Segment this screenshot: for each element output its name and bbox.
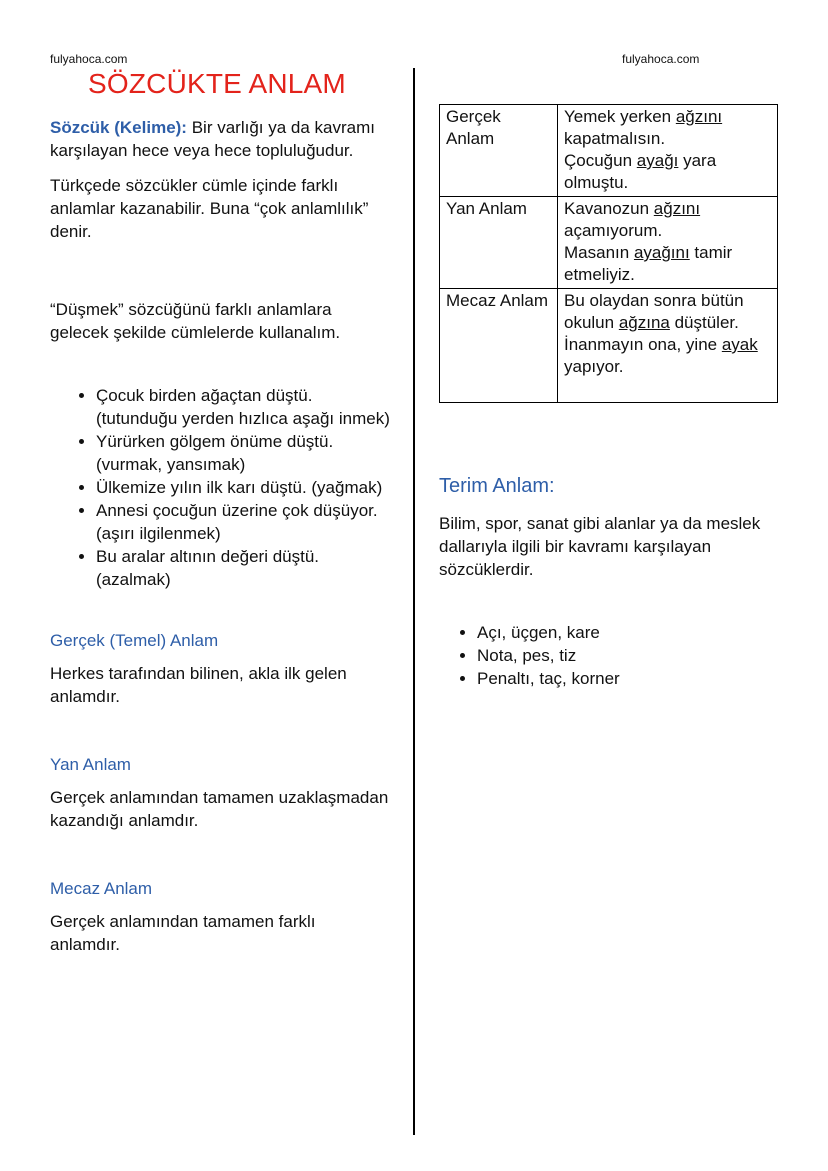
heading-yan: Yan Anlam bbox=[50, 755, 131, 774]
table-cell-examples: Yemek yerken ağzını kapatmalısın. Çocuğun ayağı yara olmuştu. bbox=[558, 105, 778, 197]
table-cell-examples: Kavanozun ağzını açamıyorum. Masanın ayağını tamir etmeliyiz. bbox=[558, 197, 778, 289]
list-item: • Bu aralar altının değeri düştü. (azalmak) bbox=[96, 545, 390, 591]
heading-terim: Terim Anlam: bbox=[439, 475, 555, 497]
definition-term: Sözcük (Kelime): bbox=[50, 118, 187, 137]
text-gercek: Herkes tarafından bilinen, akla ilk gelen anlamdır. bbox=[50, 664, 347, 706]
table-row bbox=[440, 105, 778, 197]
definition-paragraph bbox=[50, 116, 390, 162]
definition-text: Bir varlığı ya da kavramı karşılayan hece veya hece topluluğudur. bbox=[50, 118, 375, 160]
page-title: SÖZCÜKTE ANLAM bbox=[88, 68, 346, 99]
list-item: • Penaltı, taç, korner bbox=[477, 667, 784, 690]
list-item: • Yürürken gölgem önüme düştü. (vurmak, yansımak) bbox=[96, 430, 390, 476]
table-cell-label: Yan Anlam bbox=[440, 197, 558, 289]
heading-gercek: Gerçek (Temel) Anlam bbox=[50, 631, 219, 650]
text-mecaz: Gerçek anlamından tamamen farklı anlamdır. bbox=[50, 912, 316, 954]
terim-list bbox=[439, 621, 784, 690]
intro-paragraph: Türkçede sözcükler cümle içinde farklı anlamlar kazanabilir. Buna “çok anlamlılık” denir. bbox=[50, 176, 369, 241]
site-name-right: fulyahoca.com bbox=[622, 52, 700, 66]
list-item: • Çocuk birden ağaçtan düştü. (tutunduğu yerden hızlıca aşağı inmek) bbox=[96, 384, 390, 430]
table-cell-examples: Bu olaydan sonra bütün okulun ağzına düştüler. İnanmayın ona, yine ayak yapıyor. bbox=[558, 289, 778, 403]
meanings-table bbox=[439, 104, 778, 403]
examples-list bbox=[50, 384, 390, 591]
text-terim: Bilim, spor, sanat gibi alanlar ya da meslek dallarıyla ilgili bir kavramı karşılayan sözcüklerdir. bbox=[439, 514, 761, 579]
right-column bbox=[439, 104, 784, 690]
list-item: • Ülkemize yılın ilk karı düştü. (yağmak) bbox=[96, 476, 390, 499]
site-name-left: fulyahoca.com bbox=[50, 52, 128, 66]
text-yan: Gerçek anlamından tamamen uzaklaşmadan kazandığı anlamdır. bbox=[50, 788, 389, 830]
table-row bbox=[440, 197, 778, 289]
list-item: • Nota, pes, tiz bbox=[477, 644, 784, 667]
left-column bbox=[50, 116, 390, 956]
table-row bbox=[440, 289, 778, 403]
table-cell-label: Mecaz Anlam bbox=[440, 289, 558, 403]
table-cell-label: Gerçek Anlam bbox=[440, 105, 558, 197]
list-item: • Annesi çocuğun üzerine çok düşüyor. (aşırı ilgilenmek) bbox=[96, 499, 390, 545]
heading-mecaz: Mecaz Anlam bbox=[50, 879, 153, 898]
list-item: • Açı, üçgen, kare bbox=[477, 621, 784, 644]
dusmek-intro: “Düşmek” sözcüğünü farklı anlamlara gelecek şekilde cümlelerde kullanalım. bbox=[50, 300, 341, 342]
column-divider bbox=[413, 68, 415, 1135]
